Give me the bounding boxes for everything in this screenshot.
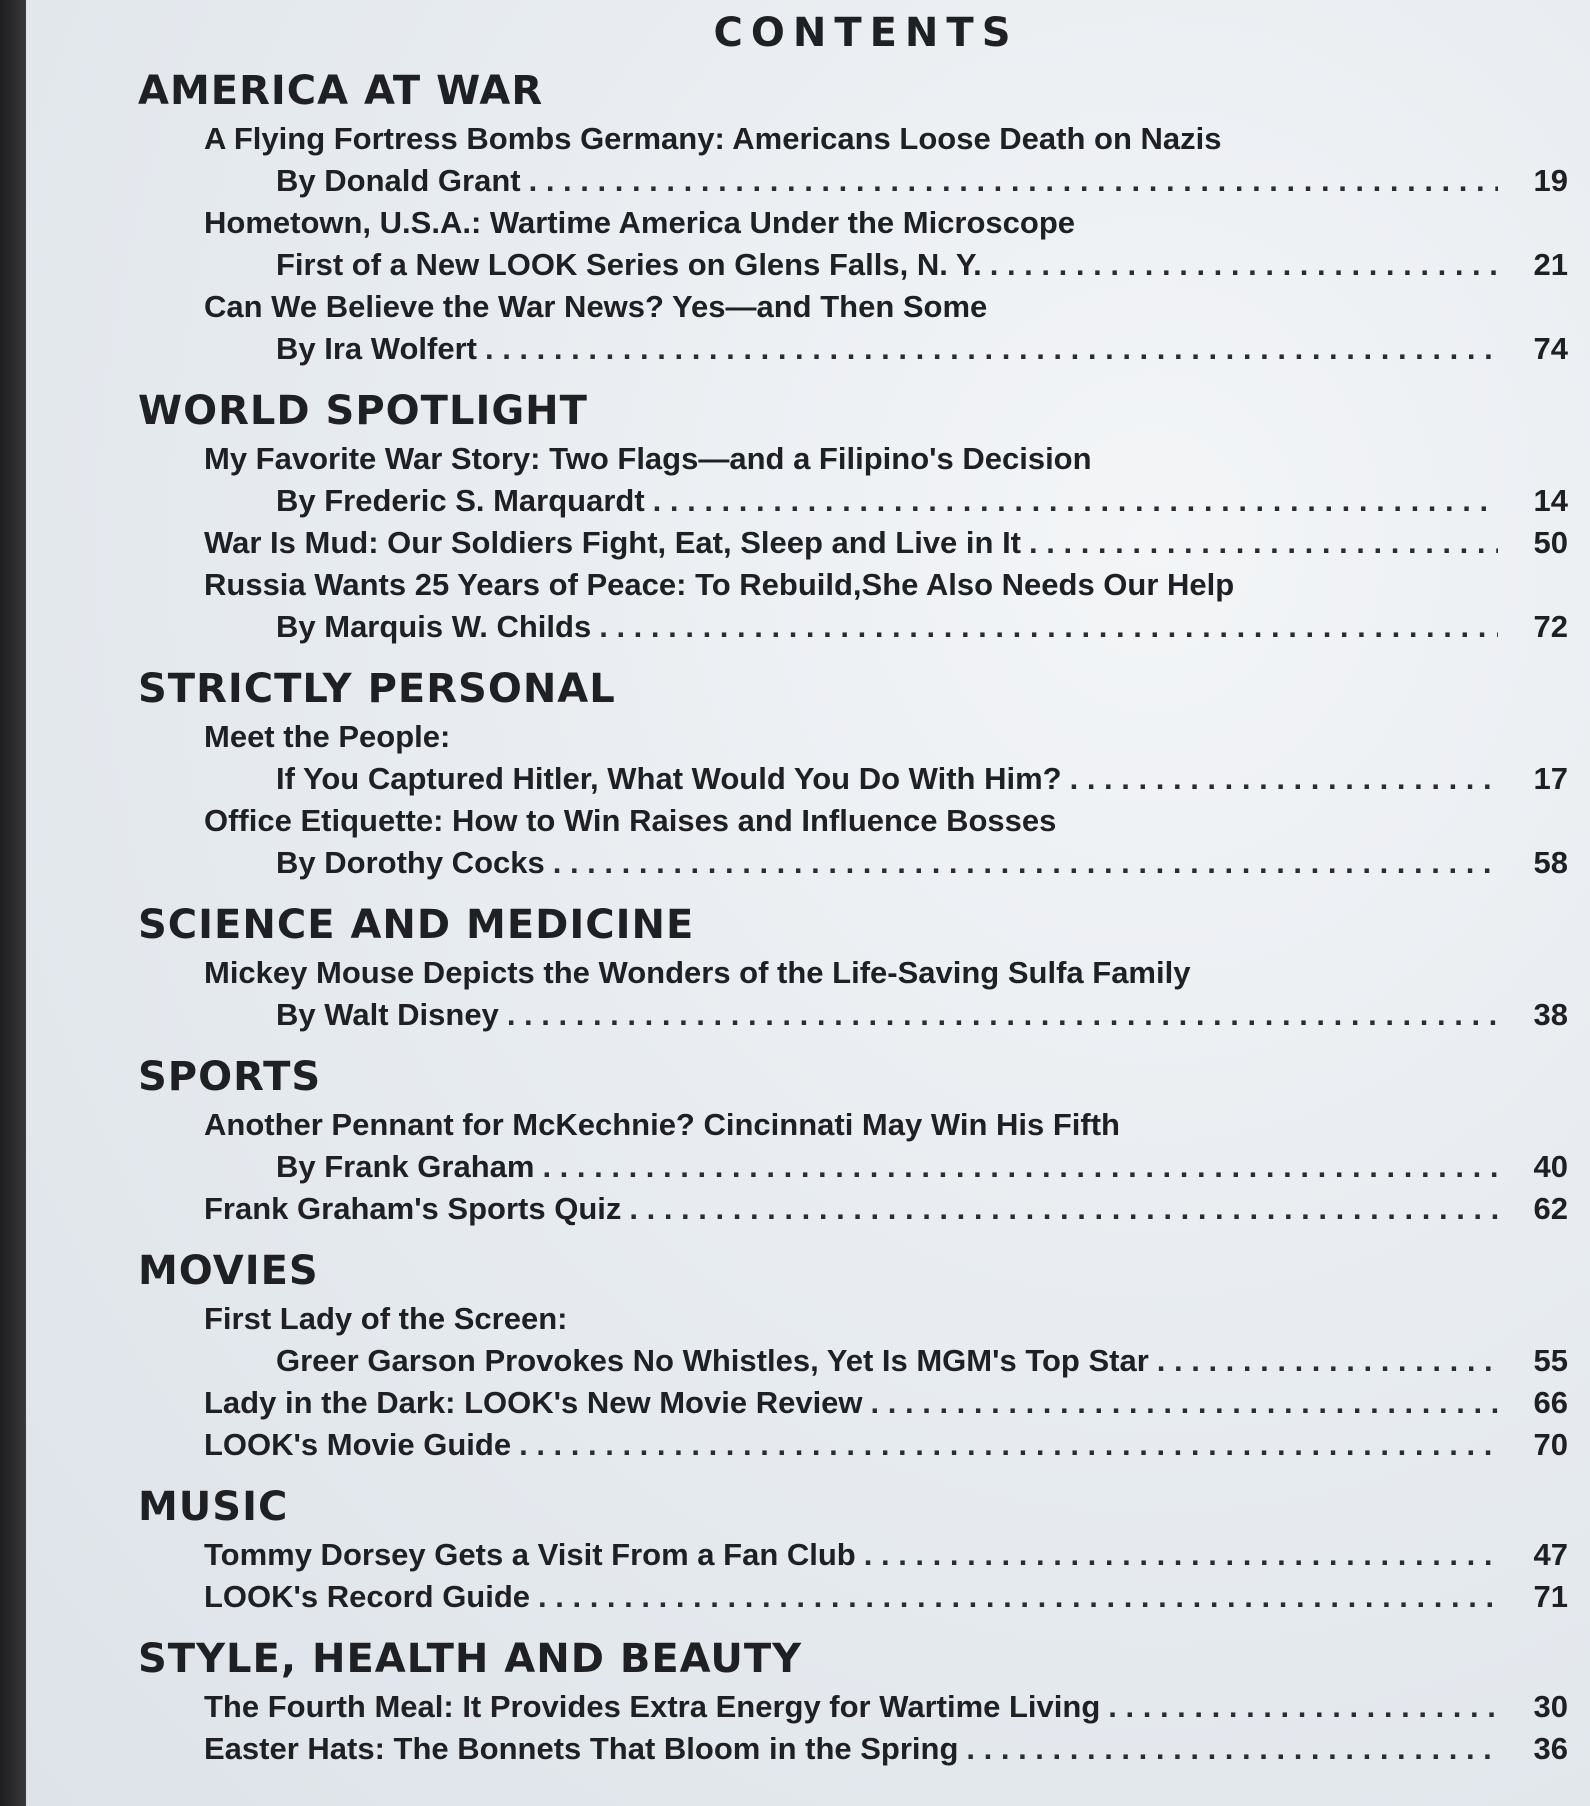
- entry-title: Easter Hats: The Bonnets That Bloom in the Spring: [204, 1731, 959, 1766]
- contents-list: [138, 68, 1568, 1788]
- page-number: 70: [1533, 1427, 1568, 1462]
- dot-leader: [519, 1424, 1498, 1466]
- entry-title: A Flying Fortress Bombs Germany: Americans Loose Death on Nazis: [204, 121, 1222, 156]
- toc-entry: [138, 1576, 1568, 1618]
- entry-title: The Fourth Meal: It Provides Extra Energy for Wartime Living: [204, 1689, 1101, 1724]
- dot-leader: [529, 160, 1498, 202]
- toc-entry: [138, 564, 1568, 648]
- contents-page: [26, 0, 1590, 1806]
- section-heading: AMERICA AT WAR: [138, 68, 544, 114]
- toc-entry: [138, 1534, 1568, 1576]
- section-sports: [138, 1054, 1568, 1230]
- page-number: 21: [1533, 247, 1568, 282]
- section-heading: WORLD SPOTLIGHT: [138, 388, 588, 434]
- dot-leader: [553, 842, 1498, 884]
- entry-subtitle: By Ira Wolfert: [276, 331, 477, 366]
- entry-subtitle: By Donald Grant: [276, 163, 521, 198]
- page-number: 62: [1533, 1191, 1568, 1226]
- dot-leader: [1108, 1686, 1498, 1728]
- toc-entry: [138, 522, 1568, 564]
- entry-subtitle: If You Captured Hitler, What Would You Do With Him?: [276, 761, 1062, 796]
- toc-entry: [138, 1104, 1568, 1188]
- section-science-and-medicine: [138, 902, 1568, 1036]
- page-number: 74: [1533, 331, 1568, 366]
- toc-entry: [138, 1382, 1568, 1424]
- entry-title: Hometown, U.S.A.: Wartime America Under the Microscope: [204, 205, 1076, 240]
- entry-subtitle: Greer Garson Provokes No Whistles, Yet Is MGM's Top Star: [276, 1343, 1149, 1378]
- entry-title: First Lady of the Screen:: [204, 1301, 568, 1336]
- section-heading: MUSIC: [138, 1484, 289, 1530]
- dot-leader: [507, 994, 1498, 1036]
- dot-leader: [1070, 758, 1498, 800]
- page-number: 30: [1533, 1689, 1568, 1724]
- page-number: 58: [1533, 845, 1568, 880]
- section-movies: [138, 1248, 1568, 1466]
- dot-leader: [629, 1188, 1498, 1230]
- entry-title: My Favorite War Story: Two Flags—and a Filipino's Decision: [204, 441, 1092, 476]
- entry-subtitle: By Frederic S. Marquardt: [276, 483, 645, 518]
- entry-title: Office Etiquette: How to Win Raises and Influence Bosses: [204, 803, 1057, 838]
- entry-subtitle: First of a New LOOK Series on Glens Falls, N. Y.: [276, 247, 982, 282]
- toc-entry: [138, 202, 1568, 286]
- section-heading: STRICTLY PERSONAL: [138, 666, 616, 712]
- dot-leader: [1029, 522, 1498, 564]
- toc-entry: [138, 800, 1568, 884]
- page-number: 72: [1533, 609, 1568, 644]
- toc-entry: [138, 1188, 1568, 1230]
- page-number: 19: [1533, 163, 1568, 198]
- section-world-spotlight: [138, 388, 1568, 648]
- page-number: 36: [1533, 1731, 1568, 1766]
- dot-leader: [966, 1728, 1498, 1770]
- page-number: 55: [1533, 1343, 1568, 1378]
- dot-leader: [653, 480, 1498, 522]
- page-number: 66: [1533, 1385, 1568, 1420]
- page-number: 14: [1533, 483, 1568, 518]
- section-heading: SPORTS: [138, 1054, 322, 1100]
- page-number: 71: [1533, 1579, 1568, 1614]
- toc-entry: [138, 1686, 1568, 1728]
- page-number: 17: [1533, 761, 1568, 796]
- entry-title: LOOK's Movie Guide: [204, 1427, 512, 1462]
- entry-title: Another Pennant for McKechnie? Cincinnati May Win His Fifth: [204, 1107, 1120, 1142]
- dot-leader: [1157, 1340, 1498, 1382]
- entry-title: Russia Wants 25 Years of Peace: To Rebuild,She Also Needs Our Help: [204, 567, 1235, 602]
- toc-entry: [138, 716, 1568, 800]
- toc-entry: [138, 1728, 1568, 1770]
- dot-leader: [542, 1146, 1498, 1188]
- binding-edge: [0, 0, 26, 1806]
- section-heading: SCIENCE AND MEDICINE: [138, 902, 695, 948]
- dot-leader: [864, 1534, 1498, 1576]
- entry-subtitle: By Dorothy Cocks: [276, 845, 545, 880]
- section-heading: MOVIES: [138, 1248, 319, 1294]
- entry-subtitle: By Marquis W. Childs: [276, 609, 592, 644]
- toc-entry: [138, 118, 1568, 202]
- toc-entry: [138, 286, 1568, 370]
- page-number: 47: [1533, 1537, 1568, 1572]
- section-strictly-personal: [138, 666, 1568, 884]
- page-title: CONTENTS: [713, 10, 1019, 56]
- entry-title: Meet the People:: [204, 719, 451, 754]
- entry-title: Can We Believe the War News? Yes—and Then Some: [204, 289, 988, 324]
- entry-subtitle: By Walt Disney: [276, 997, 499, 1032]
- entry-title: War Is Mud: Our Soldiers Fight, Eat, Sleep and Live in It: [204, 525, 1022, 560]
- entry-title: Tommy Dorsey Gets a Visit From a Fan Club: [204, 1537, 856, 1572]
- dot-leader: [485, 328, 1498, 370]
- toc-entry: [138, 1424, 1568, 1466]
- section-style-health-and-beauty: [138, 1636, 1568, 1770]
- section-music: [138, 1484, 1568, 1618]
- page-number: 50: [1533, 525, 1568, 560]
- page-number: 38: [1533, 997, 1568, 1032]
- dot-leader: [538, 1576, 1498, 1618]
- section-america-at-war: [138, 68, 1568, 370]
- entry-title: Frank Graham's Sports Quiz: [204, 1191, 622, 1226]
- entry-subtitle: By Frank Graham: [276, 1149, 535, 1184]
- dot-leader: [990, 244, 1498, 286]
- entry-title: LOOK's Record Guide: [204, 1579, 531, 1614]
- dot-leader: [599, 606, 1498, 648]
- toc-entry: [138, 1298, 1568, 1382]
- dot-leader: [871, 1382, 1498, 1424]
- entry-title: Mickey Mouse Depicts the Wonders of the Life-Saving Sulfa Family: [204, 955, 1191, 990]
- page-number: 40: [1533, 1149, 1568, 1184]
- toc-entry: [138, 438, 1568, 522]
- entry-title: Lady in the Dark: LOOK's New Movie Review: [204, 1385, 863, 1420]
- toc-entry: [138, 952, 1568, 1036]
- section-heading: STYLE, HEALTH AND BEAUTY: [138, 1636, 803, 1682]
